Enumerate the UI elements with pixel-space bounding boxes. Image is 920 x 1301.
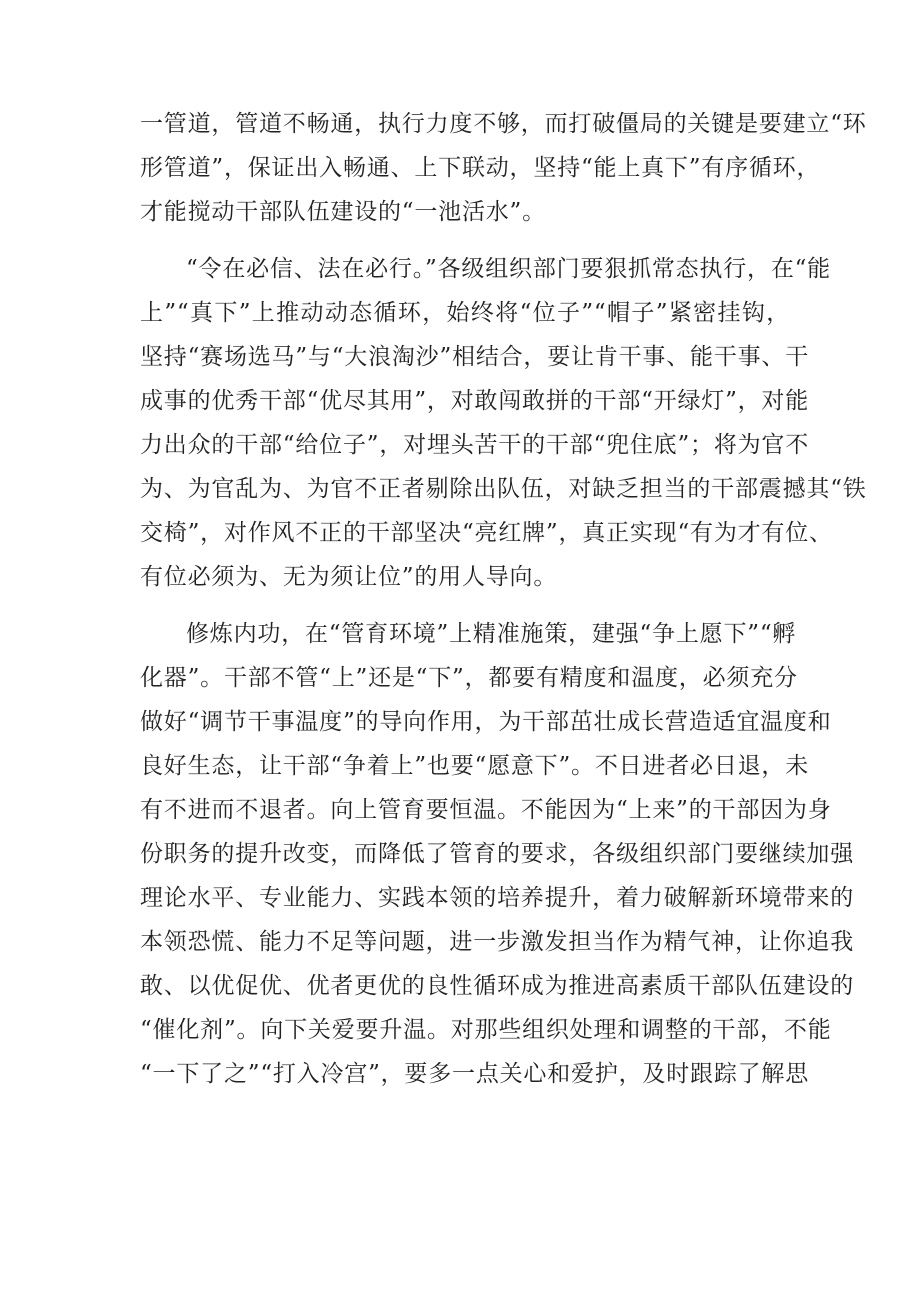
text-line: 化器”。干部不管“上”还是“下”，都要有精度和温度，必须充分 — [140, 665, 798, 691]
paragraph-3 — [140, 612, 854, 1096]
text-line: 本领恐慌、能力不足等问题，进一步激发担当作为精气神，让你追我 — [140, 929, 854, 955]
text-line: 力出众的干部“给位子”，对埋头苦干的干部“兜住底”；将为官不 — [140, 432, 810, 458]
text-line: 有不进而不退者。向上管育要恒温。不能因为“上来”的干部因为身 — [140, 797, 832, 823]
text-line: 有位必须为、无为须让位”的用人导向。 — [140, 564, 558, 590]
text-line: 交椅”，对作风不正的干部坚决“亮红牌”，真正实现“有为才有位、 — [140, 520, 833, 546]
text-line: 良好生态，让干部“争着上”也要“愿意下”。不日进者必日退，未 — [140, 753, 810, 779]
text-line: 为、为官乱为、为官不正者剔除出队伍，对缺乏担当的干部震撼其“铁 — [140, 476, 867, 502]
text-line: 成事的优秀干部“优尽其用”，对敢闯敢拼的干部“开绿灯”，对能 — [140, 388, 810, 414]
text-line: 才能搅动干部队伍建设的“一池活水”。 — [140, 199, 546, 225]
text-line: “一下了之”“打入冷宫”，要多一点关心和爱护，及时跟踪了解思 — [140, 1061, 810, 1087]
paragraph-1 — [140, 102, 867, 234]
paragraph-2 — [140, 247, 867, 599]
text-line: “令在必信、法在必行。”各级组织部门要狠抓常态执行，在“能 — [186, 256, 831, 282]
text-line: 敢、以优促优、优者更优的良性循环成为推进高素质干部队伍建设的 — [140, 973, 854, 999]
text-line: 形管道”，保证出入畅通、上下联动，坚持“能上真下”有序循环， — [140, 155, 821, 181]
text-line: 修炼内功，在“管育环境”上精准施策，建强“争上愿下”“孵 — [186, 621, 797, 647]
text-line: 坚持“赛场选马”与“大浪淘沙”相结合，要让肯干事、能干事、干 — [140, 344, 810, 370]
text-line: 份职务的提升改变，而降低了管育的要求，各级组织部门要继续加强 — [140, 841, 854, 867]
text-line: 上”“真下”上推动动态循环，始终将“位子”“帽子”紧密挂钩， — [140, 300, 790, 326]
text-line: 理论水平、专业能力、实践本领的培养提升，着力破解新环境带来的 — [140, 885, 854, 911]
text-line: “催化剂”。向下关爱要升温。对那些组织处理和调整的干部，不能 — [140, 1017, 832, 1043]
paragraph-gap — [140, 599, 790, 612]
text-line: 一管道，管道不畅通，执行力度不够，而打破僵局的关键是要建立“环 — [140, 111, 867, 137]
paragraph-gap — [140, 234, 790, 247]
text-line: 做好“调节干事温度”的导向作用，为干部茁壮成长营造适宜温度和 — [140, 709, 832, 735]
document-body — [140, 102, 867, 1096]
